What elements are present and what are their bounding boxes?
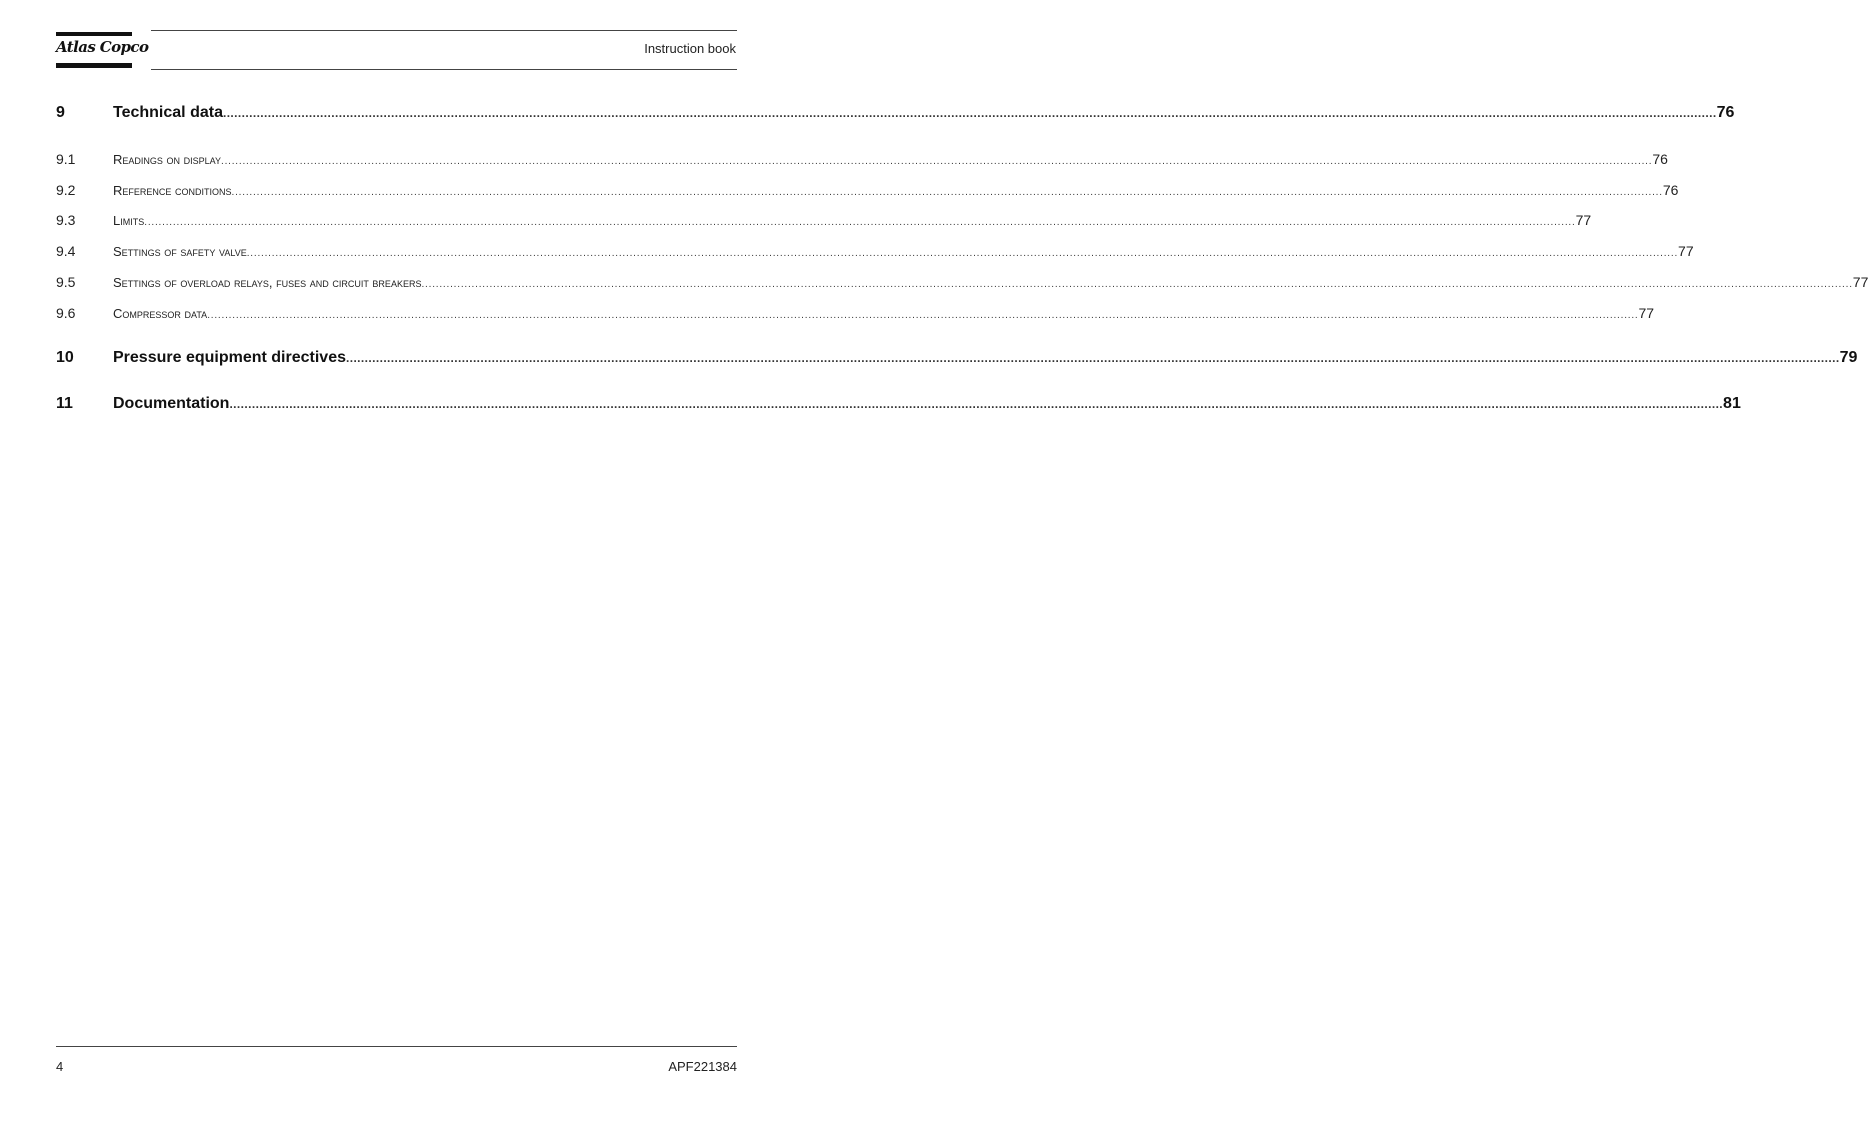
logo-top-bar [56,32,132,36]
footer-page-number: 4 [56,1059,64,1074]
toc-entry-number: 9.5 [56,274,76,290]
toc-entry-9-1[interactable] [56,151,1668,167]
toc-entry-number: 9.4 [56,243,76,259]
footer-rule [56,1046,737,1047]
toc-entry-page: 76 [1662,182,1679,198]
toc-entry-title: Limits [113,213,145,228]
toc-dot-leader: ................................................................................................................................................................................................................................................................................................................................................................................................................ [220,156,1653,167]
toc-entry-title: Pressure equipment directives [113,349,346,366]
toc-dot-leader: ................................................................................................................................................................................................................................................................................................................................................................................................................ [144,217,1576,228]
toc-entry-9-5[interactable] [56,274,1868,290]
logo-bottom-bar [56,63,132,68]
toc-entry-title: Reference conditions [113,183,232,198]
toc-entry-page: 77 [1575,212,1592,228]
toc-dot-leader: ................................................................................................................................................................................................................................................................................................................................................................................................................ [246,248,1679,259]
toc-entry-title: Compressor data [113,306,208,321]
toc-entry-number: 9.2 [56,182,76,198]
toc-dot-leader: ................................................................................................................................................................................................................................................................................................................................................................................................................ [345,351,1840,365]
document-title: Instruction book [644,41,736,56]
toc-entry-number: 9.6 [56,305,76,321]
toc-entry-9-3[interactable] [56,212,1592,228]
toc-entry-9-6[interactable] [56,305,1655,321]
toc-dot-leader: ................................................................................................................................................................................................................................................................................................................................................................................................................ [207,310,1639,321]
toc-dot-leader: ................................................................................................................................................................................................................................................................................................................................................................................................................ [229,397,1724,411]
toc-entry-page: 79 [1839,349,1858,366]
header-rule-bottom [151,69,737,70]
toc-entry-page: 77 [1638,305,1655,321]
toc-entry-page: 76 [1652,151,1668,167]
toc-entry-page: 81 [1723,395,1741,412]
toc-entry-title: Documentation [113,395,230,412]
toc-entry-title: Readings on display [113,152,221,167]
toc-entry-9[interactable] [56,104,1735,122]
toc-entry-page: 76 [1716,104,1735,121]
header-rule-top [151,30,737,31]
toc-entry-10[interactable] [56,349,1858,367]
toc-entry-number: 9.3 [56,212,76,228]
toc-entry-title: Settings of overload relays, fuses and circuit breakers [113,275,422,290]
atlas-copco-logo [56,32,149,70]
footer-document-code: APF221384 [668,1059,737,1074]
toc-entry-page: 77 [1678,243,1694,259]
toc-dot-leader: ................................................................................................................................................................................................................................................................................................................................................................................................................ [231,187,1663,198]
toc-entry-title: Settings of safety valve [113,244,247,259]
toc-entry-number: 10 [56,349,74,366]
toc-entry-number: 11 [56,395,73,412]
toc-dot-leader: ................................................................................................................................................................................................................................................................................................................................................................................................................ [421,279,1853,290]
toc-entry-number: 9 [56,104,65,121]
toc-entry-11[interactable] [56,395,1741,413]
toc-entry-number: 9.1 [56,151,76,167]
logo-wordmark: Atlas Copco [56,38,149,56]
toc-entry-page: 77 [1852,274,1868,290]
toc-dot-leader: ................................................................................................................................................................................................................................................................................................................................................................................................................ [222,106,1717,120]
toc-entry-9-2[interactable] [56,182,1679,198]
toc-entry-title: Technical data [113,104,223,121]
toc-entry-9-4[interactable] [56,243,1694,259]
